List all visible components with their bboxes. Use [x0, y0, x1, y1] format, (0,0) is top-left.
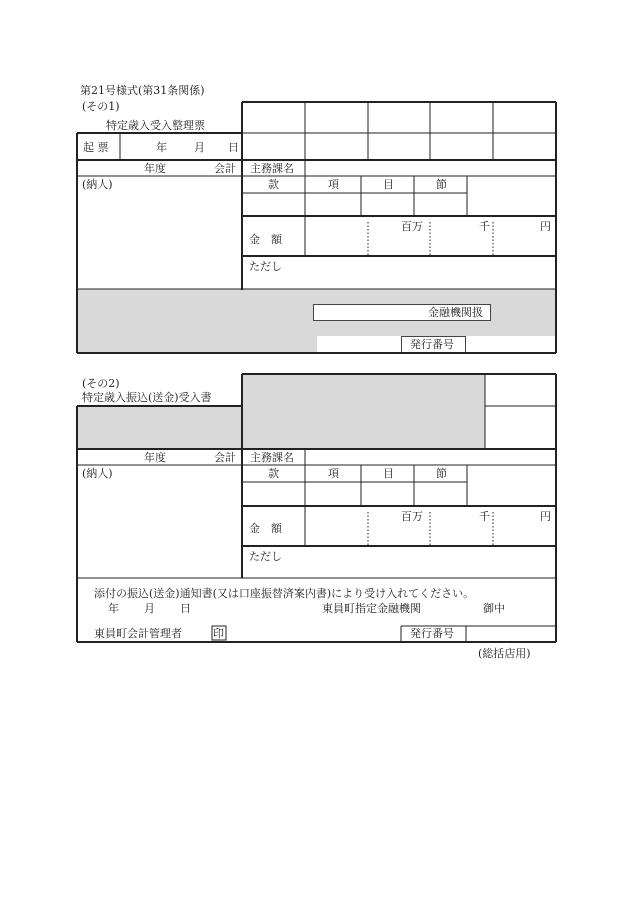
- part2-title: 特定歳入振込(送金)受入書: [82, 391, 212, 404]
- part2-notice: 添付の振込(送金)通知書(又は口座振替済案内書)により受け入れてください。: [94, 587, 475, 600]
- part1-nendo: 年度: [144, 162, 166, 175]
- part2-month: 月: [144, 602, 155, 615]
- part2-tadashi: ただし: [249, 550, 282, 563]
- part1-en: 円: [540, 220, 551, 233]
- part1-tadashi: ただし: [249, 260, 282, 273]
- usage-note: (総括店用): [478, 647, 531, 660]
- part2-en: 円: [540, 510, 551, 523]
- part1-day: 日: [228, 141, 239, 154]
- part2-setsu: 節: [436, 467, 447, 480]
- part1-shumu: 主務課名: [250, 162, 294, 175]
- part1-moku: 目: [383, 178, 394, 191]
- part1-kaikei: 会計: [214, 162, 236, 175]
- part2-manager: 東員町会計管理者: [94, 627, 182, 640]
- part1-year: 年: [156, 141, 167, 154]
- part2-nounin: (納人): [82, 467, 113, 480]
- part1-kou: 項: [328, 178, 339, 191]
- part2-day: 日: [180, 602, 191, 615]
- part2-year: 年: [108, 602, 119, 615]
- form-number-title: 第21号様式(第31条関係): [80, 84, 205, 97]
- part2-hyakuman: 百万: [401, 510, 423, 523]
- part1-setsu: 節: [436, 178, 447, 191]
- part1-label: (その1): [82, 100, 120, 113]
- part1-kan: 款: [268, 178, 279, 191]
- part2-shumu: 主務課名: [250, 451, 294, 464]
- part1-month: 月: [194, 141, 205, 154]
- part2-sen: 千: [479, 510, 490, 523]
- part1-nounin: (納人): [82, 178, 113, 191]
- part2-nendo: 年度: [144, 451, 166, 464]
- part2-onchu: 御中: [483, 602, 505, 615]
- bank-handling-label: 金融機関扱: [428, 306, 483, 319]
- part1-title: 特定歳入受入整理票: [106, 119, 205, 132]
- part2-kaikei: 会計: [214, 451, 236, 464]
- part2-kingaku: 金 額: [249, 522, 282, 535]
- part1-kingaku: 金 額: [249, 233, 282, 246]
- part2-seal: 印: [213, 627, 224, 640]
- part2-label: (その2): [82, 377, 120, 390]
- part1-kihyo-label: 起 票: [83, 141, 109, 154]
- part2-kou: 項: [328, 467, 339, 480]
- issue-number-label: 発行番号: [410, 338, 454, 351]
- part2-bank: 東員町指定金融機関: [322, 602, 421, 615]
- part2-issue-number-label: 発行番号: [410, 627, 454, 640]
- part2-moku: 目: [383, 467, 394, 480]
- part1-sen: 千: [479, 220, 490, 233]
- part1-hyakuman: 百万: [401, 220, 423, 233]
- part2-kan: 款: [268, 467, 279, 480]
